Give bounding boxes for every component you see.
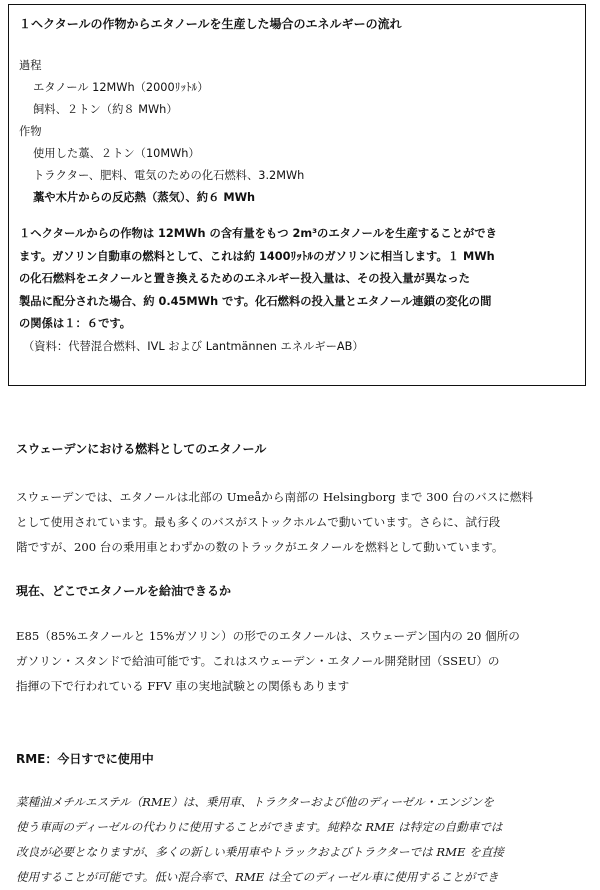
paragraph-line: の関係は１：６です。 xyxy=(19,317,132,331)
box-source: （資料：代替混合燃料、IVL および Lantmännen エネルギーAB） xyxy=(23,339,364,353)
section-title-rme: RME：今日すでに使用中 xyxy=(16,752,154,766)
process-item: 飼料、２トン（約８ MWh） xyxy=(33,103,178,116)
body-line: E85（85%エタノールと 15%ガソリン）の形でのエタノールは、スウェーデン国内の 20 個所の xyxy=(16,629,520,643)
process-item: エタノール 12MWh（2000ﾘｯﾄﾙ） xyxy=(33,81,209,94)
box-title: １ヘクタールの作物からエタノールを生産した場合のエネルギーの流れ xyxy=(19,17,402,31)
body-line: 使う車両のディーゼルの代わりに使用することができます。純粋な RME は特定の自動車では xyxy=(16,820,503,834)
crop-item: 藁や木片からの反応熱（蒸気）、約６ MWh xyxy=(33,191,256,204)
paragraph-line: １ヘクタールからの作物は 12MWh の含有量をもつ 2m³のエタノールを生産することができ xyxy=(19,227,497,240)
energy-flow-box xyxy=(8,4,586,386)
body-line: スウェーデンでは、エタノールは北部の Umeåから南部の Helsingborg まで 300 台のバスに燃料 xyxy=(16,490,534,504)
crop-item: トラクター、肥料、電気のための化石燃料、3.2MWh xyxy=(33,169,305,182)
process-heading: 過程 xyxy=(19,59,42,72)
body-line: として使用されています。最も多くのバスがストックホルムで動いています。さらに、試行段 xyxy=(16,515,501,529)
body-line: 指揮の下で行われている FFV 車の実地試験との関係もあります xyxy=(16,679,350,693)
paragraph-line: の化石燃料をエタノールと置き換えるためのエネルギー投入量は、その投入量が異なった xyxy=(19,272,470,286)
section-title-refuel: 現在、どこでエタノールを給油できるか xyxy=(16,584,232,598)
section-body-ethanol-sweden xyxy=(16,485,584,560)
crop-heading: 作物 xyxy=(19,125,42,138)
crop-item: 使用した藁、２トン（10MWh） xyxy=(33,147,200,160)
body-line: 階ですが、200 台の乗用車とわずかの数のトラックがエタノールを燃料として動いています。 xyxy=(16,540,504,554)
section-body-refuel xyxy=(16,624,584,699)
section-title-ethanol-sweden: スウェーデンにおける燃料としてのエタノール xyxy=(16,442,267,456)
section-body-rme xyxy=(16,790,584,890)
paragraph-line: ます。ガソリン自動車の燃料として、これは約 1400ﾘｯﾄﾙのガソリンに相当します。１ MWh xyxy=(19,249,495,263)
body-line: 菜種油メチルエステル（RME）は、乗用車、トラクターおよび他のディーゼル・エンジンを xyxy=(16,795,494,809)
box-paragraph xyxy=(19,223,577,336)
body-line: 使用することが可能です。低い混合率で、RME は全てのディーゼル車に使用することができ xyxy=(16,870,499,884)
body-line: 改良が必要となりますが、多くの新しい乗用車やトラックおよびトラクターでは RME を直接 xyxy=(16,845,504,859)
body-line: ガソリン・スタンドで給油可能です。これはスウェーデン・エタノール開発財団（SSEU）の xyxy=(16,654,500,668)
paragraph-line: 製品に配分された場合、約 0.45MWh です。化石燃料の投入量とエタノール連鎖の変化の間 xyxy=(19,294,492,308)
